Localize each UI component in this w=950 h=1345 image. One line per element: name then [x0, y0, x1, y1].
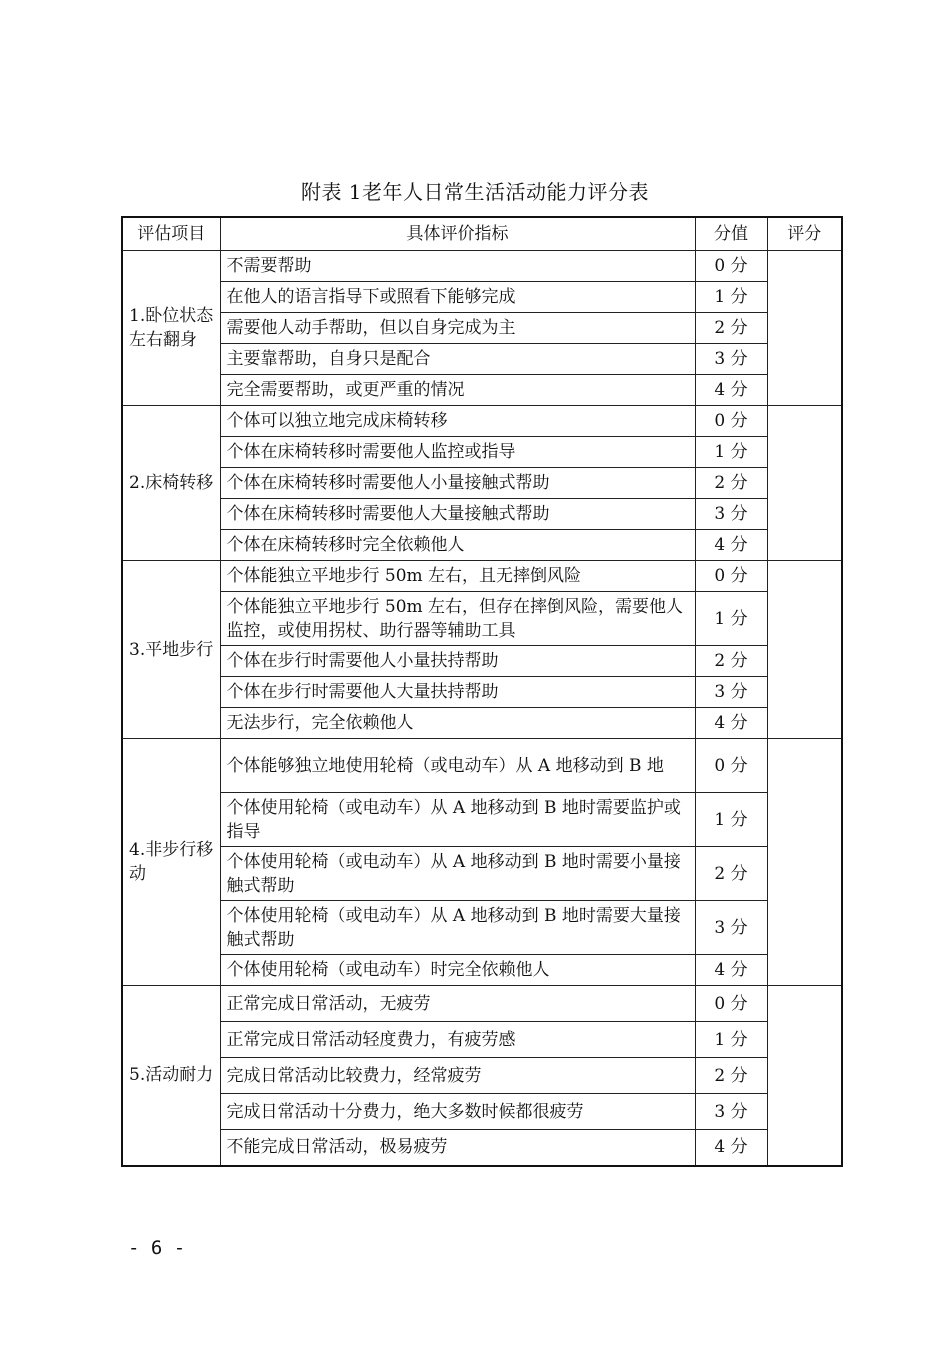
table-row [122, 282, 842, 313]
table-row [122, 1058, 842, 1094]
score-cell[interactable] [767, 986, 842, 1166]
points-cell: 2 分 [695, 646, 767, 677]
points-cell: 1 分 [695, 437, 767, 468]
points-cell: 0 分 [695, 739, 767, 793]
indicator-cell: 需要他人动手帮助，但以自身完成为主 [220, 313, 695, 344]
indicator-cell: 不需要帮助 [220, 251, 695, 282]
points-cell: 2 分 [695, 468, 767, 499]
table-row [122, 561, 842, 592]
points-cell: 2 分 [695, 847, 767, 901]
indicator-cell: 个体在床椅转移时需要他人大量接触式帮助 [220, 499, 695, 530]
points-cell: 0 分 [695, 561, 767, 592]
indicator-cell: 完成日常活动比较费力，经常疲劳 [220, 1058, 695, 1094]
points-cell: 3 分 [695, 499, 767, 530]
header-score: 评分 [767, 217, 842, 251]
table-row [122, 1130, 842, 1166]
header-item: 评估项目 [122, 217, 220, 251]
indicator-cell: 完全需要帮助，或更严重的情况 [220, 375, 695, 406]
score-cell[interactable] [767, 406, 842, 561]
table-row [122, 251, 842, 282]
assessment-item-label: 3.平地步行 [122, 561, 220, 739]
table-row [122, 1022, 842, 1058]
score-cell[interactable] [767, 561, 842, 739]
indicator-cell: 个体能够独立地使用轮椅（或电动车）从 A 地移动到 B 地 [220, 739, 695, 793]
indicator-cell: 个体使用轮椅（或电动车）从 A 地移动到 B 地时需要监护或指导 [220, 793, 695, 847]
points-cell: 2 分 [695, 1058, 767, 1094]
assessment-item-label: 2.床椅转移 [122, 406, 220, 561]
table-row [122, 1094, 842, 1130]
table-row [122, 499, 842, 530]
indicator-cell: 个体能独立平地步行 50m 左右，但存在摔倒风险，需要他人监控，或使用拐杖、助行器等辅助工具 [220, 592, 695, 646]
table-row [122, 739, 842, 793]
indicator-cell: 个体使用轮椅（或电动车）时完全依赖他人 [220, 955, 695, 986]
indicator-cell: 个体在步行时需要他人小量扶持帮助 [220, 646, 695, 677]
points-cell: 3 分 [695, 1094, 767, 1130]
points-cell: 3 分 [695, 344, 767, 375]
table-row [122, 901, 842, 955]
table-row [122, 437, 842, 468]
indicator-cell: 无法步行，完全依赖他人 [220, 708, 695, 739]
table-row [122, 468, 842, 499]
score-cell[interactable] [767, 251, 842, 406]
table-row [122, 592, 842, 646]
assessment-item-label: 1.卧位状态左右翻身 [122, 251, 220, 406]
table-row [122, 677, 842, 708]
table-row [122, 375, 842, 406]
indicator-cell: 正常完成日常活动轻度费力，有疲劳感 [220, 1022, 695, 1058]
table-row [122, 847, 842, 901]
points-cell: 1 分 [695, 592, 767, 646]
score-cell[interactable] [767, 739, 842, 986]
table-row [122, 313, 842, 344]
header-points: 分值 [695, 217, 767, 251]
points-cell: 3 分 [695, 901, 767, 955]
indicator-cell: 个体在床椅转移时需要他人小量接触式帮助 [220, 468, 695, 499]
indicator-cell: 在他人的语言指导下或照看下能够完成 [220, 282, 695, 313]
assessment-item-label: 4.非步行移动 [122, 739, 220, 986]
table-header-row [122, 217, 842, 251]
points-cell: 4 分 [695, 530, 767, 561]
points-cell: 1 分 [695, 282, 767, 313]
indicator-cell: 个体在步行时需要他人大量扶持帮助 [220, 677, 695, 708]
points-cell: 3 分 [695, 677, 767, 708]
points-cell: 4 分 [695, 375, 767, 406]
table-row [122, 344, 842, 375]
points-cell: 0 分 [695, 251, 767, 282]
points-cell: 0 分 [695, 986, 767, 1022]
header-indicator: 具体评价指标 [220, 217, 695, 251]
table-row [122, 955, 842, 986]
table-row [122, 406, 842, 437]
assessment-item-label: 5.活动耐力 [122, 986, 220, 1166]
indicator-cell: 个体可以独立地完成床椅转移 [220, 406, 695, 437]
indicator-cell: 个体使用轮椅（或电动车）从 A 地移动到 B 地时需要小量接触式帮助 [220, 847, 695, 901]
table-row [122, 646, 842, 677]
page-number: - 6 - [128, 1237, 186, 1259]
table-row [122, 793, 842, 847]
table-row [122, 708, 842, 739]
indicator-cell: 正常完成日常活动，无疲劳 [220, 986, 695, 1022]
table-row [122, 530, 842, 561]
points-cell: 2 分 [695, 313, 767, 344]
adl-score-table [121, 216, 843, 1167]
indicator-cell: 个体在床椅转移时需要他人监控或指导 [220, 437, 695, 468]
points-cell: 1 分 [695, 793, 767, 847]
indicator-cell: 个体能独立平地步行 50m 左右，且无摔倒风险 [220, 561, 695, 592]
points-cell: 1 分 [695, 1022, 767, 1058]
indicator-cell: 个体在床椅转移时完全依赖他人 [220, 530, 695, 561]
indicator-cell: 个体使用轮椅（或电动车）从 A 地移动到 B 地时需要大量接触式帮助 [220, 901, 695, 955]
indicator-cell: 不能完成日常活动，极易疲劳 [220, 1130, 695, 1166]
points-cell: 4 分 [695, 1130, 767, 1166]
indicator-cell: 主要靠帮助，自身只是配合 [220, 344, 695, 375]
points-cell: 4 分 [695, 708, 767, 739]
table-row [122, 986, 842, 1022]
points-cell: 0 分 [695, 406, 767, 437]
page-title: 附表 1老年人日常生活活动能力评分表 [300, 180, 650, 204]
points-cell: 4 分 [695, 955, 767, 986]
indicator-cell: 完成日常活动十分费力，绝大多数时候都很疲劳 [220, 1094, 695, 1130]
